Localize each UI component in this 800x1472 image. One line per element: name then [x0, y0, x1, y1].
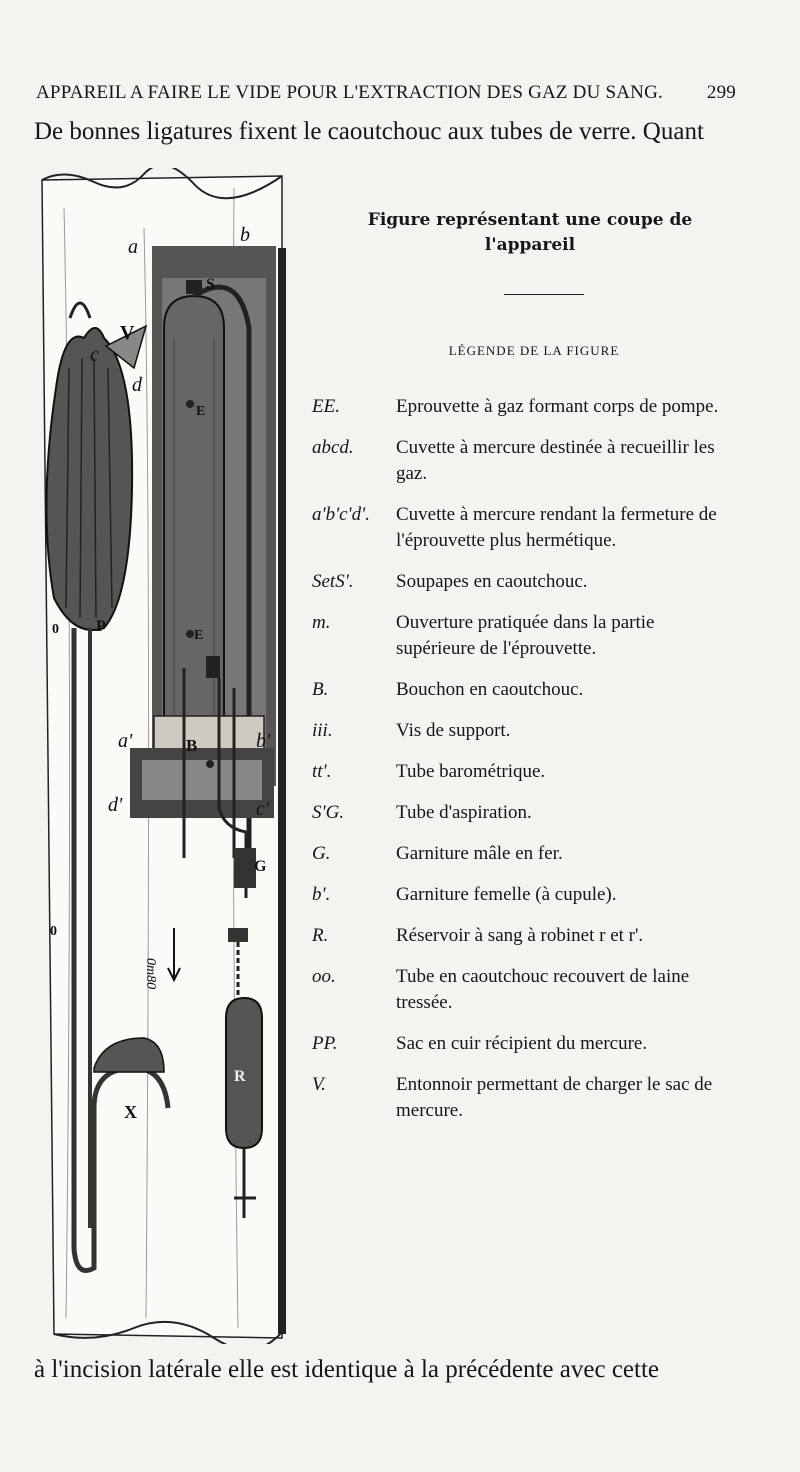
label-x: X: [124, 1102, 137, 1122]
legend-key: SetS'.: [312, 571, 354, 592]
label-c-prime: c': [256, 798, 270, 820]
legend-key: G.: [312, 843, 331, 864]
label-s: S: [206, 276, 215, 293]
label-o: 0: [52, 622, 59, 637]
legend-key: PP.: [312, 1033, 338, 1054]
legend-item: [312, 1031, 732, 1057]
legend-desc: Cuvette à mercure rendant la fermeture de l'éprouvette plus hermétique.: [396, 504, 717, 551]
legend-desc: Bouchon en caoutchouc.: [396, 679, 584, 700]
legend-key: abcd.: [312, 437, 354, 458]
legend-key: tt'.: [312, 761, 332, 782]
legend-key: S'G.: [312, 802, 345, 823]
legend-desc: Soupapes en caoutchouc.: [396, 571, 588, 592]
label-b: b: [240, 224, 250, 246]
valve-s-prime: [206, 656, 220, 678]
page-number: 299: [706, 82, 736, 103]
board-edge-bar: [278, 248, 286, 1334]
support-screw-2: [186, 630, 194, 638]
legend-item: [312, 759, 732, 785]
label-v: V: [120, 322, 135, 344]
legend-key: m.: [312, 612, 331, 633]
legend-desc: Garniture mâle en fer.: [396, 843, 563, 864]
legend-key: iii.: [312, 720, 333, 741]
running-head-title: APPAREIL A FAIRE LE VIDE POUR L'EXTRACTION DES GAZ DU SANG.: [36, 82, 663, 103]
legend-desc: Tube d'aspiration.: [396, 802, 532, 823]
legend-item: [312, 841, 732, 867]
legend-desc: Eprouvette à gaz formant corps de pompe.: [396, 396, 719, 417]
body-text-line-top: De bonnes ligatures fixent le caoutchouc aux tubes de verre. Quant: [34, 118, 704, 145]
garniture-g: [234, 848, 256, 888]
support-screw-3: [206, 760, 214, 768]
legend-key: B.: [312, 679, 329, 700]
label-c: c: [90, 344, 99, 366]
legend-desc: Tube en caoutchouc recouvert de laine tressée.: [396, 966, 690, 1013]
legend-desc: Entonnoir permettant de charger le sac de mercure.: [396, 1074, 713, 1121]
legend-item: [312, 394, 732, 420]
legend-key: EE.: [312, 396, 340, 417]
valve-s: [186, 280, 202, 294]
label-b-prime: b': [256, 730, 271, 752]
label-a: a: [128, 236, 138, 258]
legend-item: [312, 502, 732, 554]
legend-desc: Réservoir à sang à robinet r et r'.: [396, 925, 644, 946]
legend-item: [312, 435, 732, 487]
label-e1: E: [196, 404, 206, 419]
garniture-b-prime: [228, 928, 248, 942]
figure-plate: [34, 168, 792, 1344]
legend-item: [312, 800, 732, 826]
legend-key: a'b'c'd'.: [312, 504, 370, 525]
lower-cuvette-inner: [142, 760, 262, 800]
legend-item: [312, 677, 732, 703]
label-p: P: [96, 618, 106, 635]
legend-item: [312, 610, 732, 662]
legend-desc: Ouverture pratiquée dans la partie supérieure de l'éprouvette.: [396, 612, 655, 659]
label-d: d: [132, 374, 142, 396]
legend-desc: Vis de support.: [396, 720, 511, 741]
label-o2: 0: [50, 924, 57, 939]
legend-item: [312, 964, 732, 1016]
label-scale: 0m80: [143, 958, 158, 990]
legend-item: [312, 1072, 732, 1124]
figure-title: Figure représentant une coupe de l'appareil: [367, 210, 693, 255]
legend-item: [312, 882, 732, 908]
title-divider: [504, 294, 584, 295]
legend-item: [312, 569, 732, 595]
label-g: G: [254, 858, 267, 875]
legend-key: V.: [312, 1074, 326, 1095]
label-r: R: [234, 1068, 246, 1085]
label-bouchon: B: [186, 736, 198, 755]
legend-desc: Tube barométrique.: [396, 761, 546, 782]
support-screw-1: [186, 400, 194, 408]
legend-item: [312, 923, 732, 949]
legend-desc: Sac en cuir récipient du mercure.: [396, 1033, 648, 1054]
legend-item: [312, 718, 732, 744]
figure-legend: [312, 394, 732, 1139]
legend-heading: LÉGENDE DE LA FIGURE: [448, 343, 620, 358]
label-d-prime: d': [108, 794, 123, 816]
legend-key: oo.: [312, 966, 336, 987]
legend-key: R.: [312, 925, 329, 946]
legend-desc: Garniture femelle (à cupule).: [396, 884, 617, 905]
legend-desc: Cuvette à mercure destinée à recueillir les gaz.: [396, 437, 715, 484]
legend-key: b'.: [312, 884, 331, 905]
label-e2: E: [194, 628, 204, 643]
body-text-line-bottom: à l'incision latérale elle est identique à la précédente avec cette: [34, 1356, 659, 1383]
leather-sac: [46, 328, 132, 630]
label-a-prime: a': [118, 730, 133, 752]
running-head: [36, 82, 736, 104]
